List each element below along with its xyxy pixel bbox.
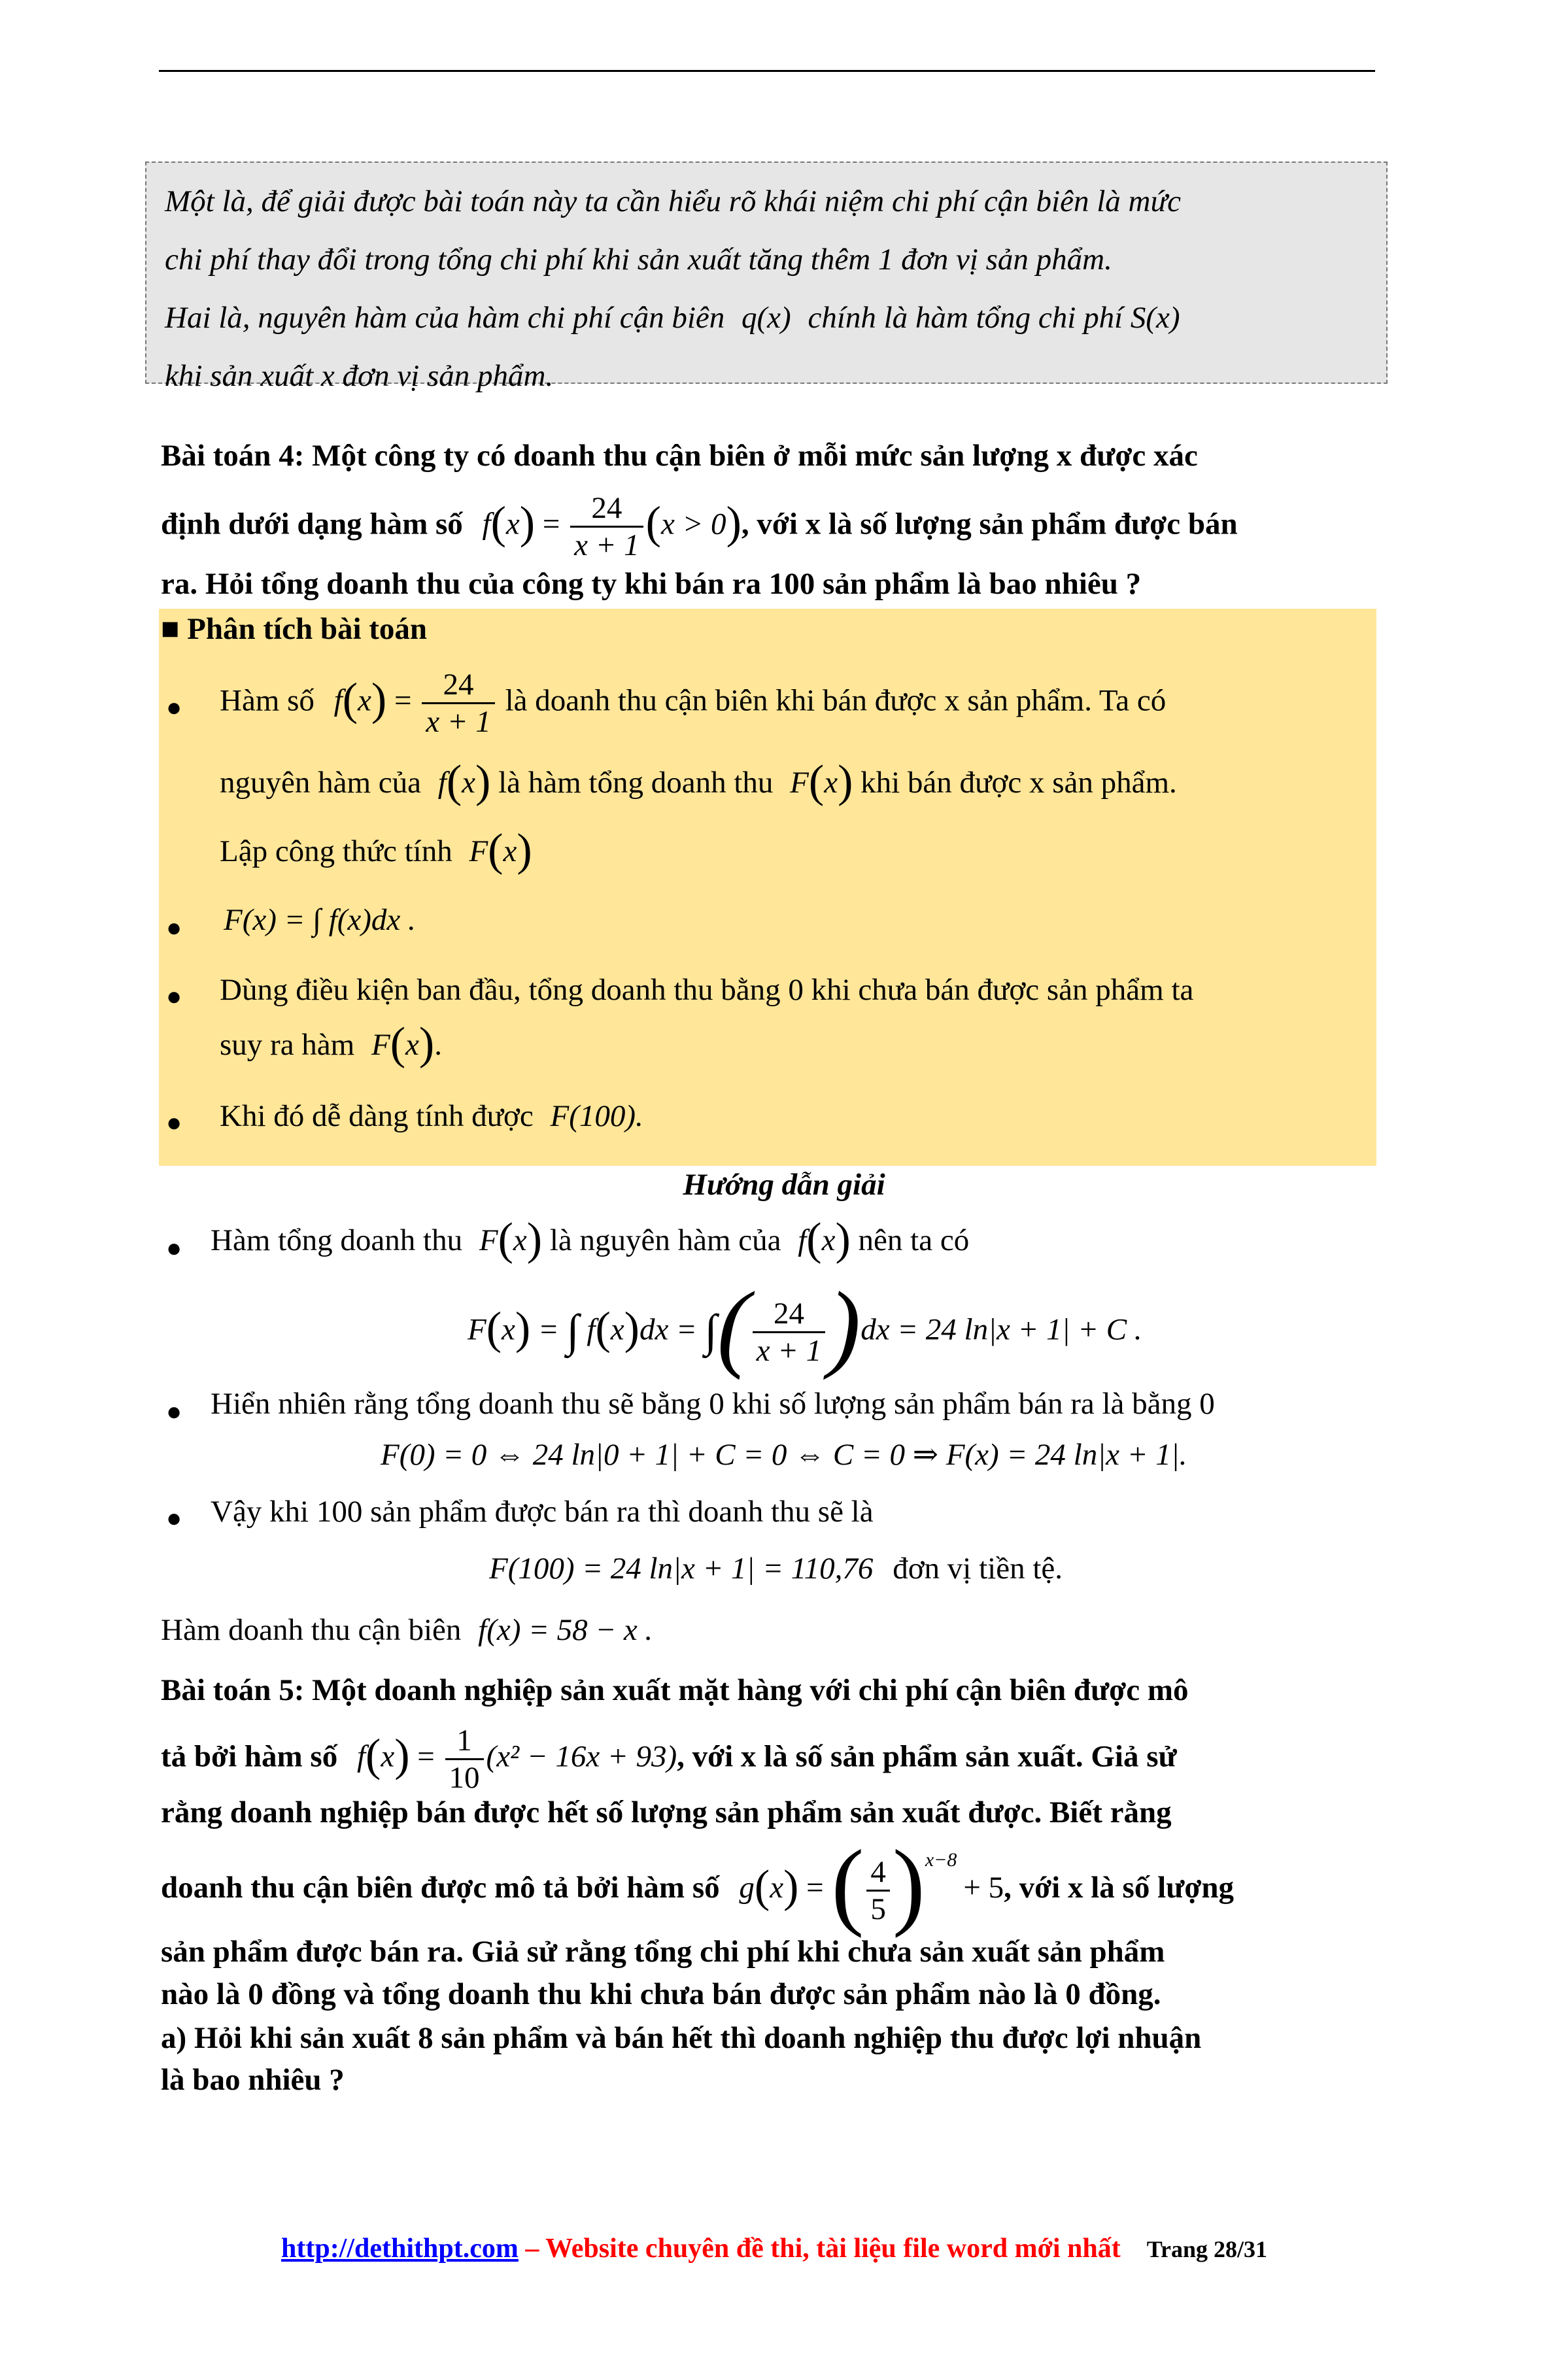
solution-s1-b: là nguyên hàm của [549, 1223, 781, 1257]
solution-eq3-unit: đơn vị tiền tệ. [893, 1552, 1063, 1586]
analysis-b1-a: Hàm số [220, 683, 315, 718]
analysis-frac-den: x + 1 [426, 705, 491, 740]
solution-s1: Hàm tổng doanh thu F(x) là nguyên hàm của f(x) nên ta có [211, 1214, 970, 1265]
problem5-line-4: doanh thu cận biên được mô tả bởi hàm số g(x) = ( $\frac{4}{5}$ )$^{x-8}$+ 5, với x là số lượng [161, 1830, 1234, 1939]
problem5-g-tail: + 5 [963, 1871, 1004, 1905]
problem5-line-3: rằng doanh nghiệp bán được hết số lượng sản phẩm sản xuất được. Biết rằng [161, 1795, 1172, 1829]
problem5-line-2: tả bởi hàm số f(x) = $\frac{1}{10}$ (x² − 16x + 93), với x là số sản phẩm sản xuất. Giả sử [161, 1724, 1177, 1795]
problem5-line-8: là bao nhiêu ? [161, 2063, 345, 2097]
bullet-icon: ● [166, 1397, 182, 1426]
solution-eq3: F(100) = 24 ln|x + 1| = 110,76 [489, 1552, 874, 1586]
analysis-b3-line1: Dùng điều kiện ban đầu, tổng doanh thu bằng 0 khi chưa bán được sản phẩm ta [220, 973, 1194, 1007]
analysis-b4 [220, 1098, 643, 1134]
problem5-line-5: sản phẩm được bán ra. Giả sử rằng tổng chi phí khi chưa sản xuất sản phẩm [161, 1935, 1165, 1969]
analysis-heading: ■ Phân tích bài toán [161, 612, 428, 646]
problem5-line-1: Bài toán 5: Một doanh nghiệp sản xuất mặt hàng với chi phí cận biên được mô [161, 1673, 1189, 1707]
analysis-b1-line3: Lập công thức tính F(x) [220, 825, 532, 876]
problem5-poly: (x² − 16x + 93) [486, 1739, 677, 1774]
solution-s2: Hiển nhiên rằng tổng doanh thu sẽ bằng 0 khi số lượng sản phẩm bán ra là bằng 0 [211, 1387, 1215, 1421]
problem5-g-num: 4 [866, 1854, 890, 1892]
header-rule [159, 70, 1375, 72]
solution-eq1-fraction [753, 1296, 826, 1368]
analysis-b1-line1: Hàm số f(x) = $\frac{24}{x + 1}$ là doanh thu cận biên khi bán được x sản phẩm. Ta có [220, 668, 1167, 740]
bullet-icon: ● [166, 1503, 182, 1533]
bullet-icon: ● [166, 913, 182, 942]
problem5-line-7: a) Hỏi khi sản xuất 8 sản phẩm và bán hết thì doanh nghiệp thu được lợi nhuận [161, 2021, 1202, 2055]
problem5-line-2-b: , với x là số sản phẩm sản xuất. Giả sử [677, 1739, 1177, 1774]
problem4-cond: x > 0 [660, 507, 726, 541]
problem5-line-2-a: tả bởi hàm số [161, 1739, 338, 1774]
bullet-icon: ● [166, 1233, 182, 1263]
bullet-icon: ● [166, 981, 182, 1011]
analysis-b1-line3-text: Lập công thức tính [220, 834, 452, 868]
problem4-line-2: định dưới dạng hàm số f(x) = $\frac{24}{x + 1}$ (x > 0), với x là số lượng sản phẩm được bán [161, 491, 1238, 563]
analysis-b1-line2-a: nguyên hàm của [220, 766, 422, 800]
footer-tagline: – Website chuyên đề thi, tài liệu file word mới nhất [518, 2234, 1121, 2264]
problem5-frac-den: 10 [449, 1761, 480, 1795]
footer-link[interactable]: http://dethithpt.com [281, 2234, 519, 2264]
problem5-g-den: 5 [870, 1892, 886, 1926]
solution-s1-c: nên ta có [858, 1223, 970, 1257]
revenue-line-text: Hàm doanh thu cận biên [161, 1613, 462, 1647]
bullet-icon: ● [166, 1108, 182, 1137]
note-line-4: khi sản xuất x đơn vị sản phẩm. [165, 359, 554, 393]
analysis-b1-b: là doanh thu cận biên khi bán được x sản phẩm. Ta có [505, 683, 1167, 718]
analysis-frac-num: 24 [422, 667, 495, 704]
revenue-line-math: f(x) = 58 − x . [478, 1613, 653, 1647]
note-line-3 [165, 286, 1368, 350]
note-box [145, 162, 1388, 393]
problem4-frac-num: 24 [570, 490, 643, 528]
problem4-line-2-b: , với x là số lượng sản phẩm được bán [741, 507, 1238, 541]
solution-eq1-num: 24 [753, 1296, 826, 1333]
problem4-frac-den: x + 1 [574, 528, 639, 563]
problem4-line-2-a: định dưới dạng hàm số [161, 507, 463, 541]
analysis-b3-line2: suy ra hàm F(x). [220, 1019, 442, 1069]
solution-eq3-line [489, 1551, 1063, 1586]
problem5-g-exp: x−8 [925, 1849, 957, 1871]
footer [281, 2233, 1267, 2264]
note-line-2: chi phí thay đổi trong tổng chi phí khi sản xuất tăng thêm 1 đơn vị sản phẩm. [165, 243, 1112, 277]
analysis-b4-text: Khi đó dễ dàng tính được [220, 1099, 534, 1133]
problem5-line-4-a: doanh thu cận biên được mô tả bởi hàm số [161, 1871, 720, 1905]
solution-heading: Hướng dẫn giải [683, 1168, 885, 1202]
page-number: Trang 28/31 [1146, 2236, 1268, 2262]
solution-eq1-tail: dx = 24 ln|x + 1| + C . [861, 1312, 1142, 1347]
solution-eq1-den: x + 1 [756, 1334, 822, 1368]
problem5-frac-num: 1 [445, 1723, 484, 1760]
analysis-b4-math: F(100). [550, 1099, 643, 1133]
bullet-icon: ● [166, 692, 182, 722]
problem4-fraction [570, 490, 643, 563]
problem5-line-4-b: , với x là số lượng [1004, 1871, 1234, 1905]
analysis-b3-line2-text: suy ra hàm [220, 1028, 355, 1062]
problem4-line-1: Bài toán 4: Một công ty có doanh thu cận biên ở mỗi mức sản lượng x được xác [161, 439, 1198, 473]
problem5-g-fraction [866, 1854, 890, 1927]
problem5-fraction [445, 1723, 484, 1795]
analysis-b1-line2-b: là hàm tổng doanh thu [498, 766, 774, 800]
solution-eq1: F(x) = ∫ f(x)dx = ∫( $\frac{24}{x + 1}$ )dx = 24 ln|x + 1| + C . [468, 1272, 1142, 1381]
problem5-line-6: nào là 0 đồng và tổng doanh thu khi chưa bán được sản phẩm nào là 0 đồng. [161, 1977, 1161, 2011]
revenue-line [161, 1612, 653, 1648]
analysis-b1-line2-c: khi bán được x sản phẩm. [861, 766, 1177, 800]
analysis-fraction [422, 667, 495, 740]
analysis-b2: F(x) = ∫ f(x)dx . [224, 903, 416, 937]
solution-s1-a: Hàm tổng doanh thu [211, 1223, 463, 1257]
solution-eq2: F(0) = 0 ⇔ 24 ln|0 + 1| + C = 0 ⇔ C = 0 ⇒ F(x) = 24 ln|x + 1|. [381, 1438, 1187, 1472]
note-line-1: Một là, để giải được bài toán này ta cần hiểu rõ khái niệm chi phí cận biên là mức [165, 184, 1181, 218]
note-line-3-math: q(x) [741, 301, 791, 335]
analysis-b1-line2: nguyên hàm của f(x) là hàm tổng doanh thu F(x) khi bán được x sản phẩm. [220, 756, 1177, 807]
problem4-line-3: ra. Hỏi tổng doanh thu của công ty khi bán ra 100 sản phẩm là bao nhiêu ? [161, 567, 1142, 601]
solution-s3: Vậy khi 100 sản phẩm được bán ra thì doanh thu sẽ là [211, 1495, 874, 1529]
note-line-3-b: chính là hàm tổng chi phí S(x) [808, 301, 1180, 335]
note-line-3-a: Hai là, nguyên hàm của hàm chi phí cận biên [165, 301, 725, 335]
